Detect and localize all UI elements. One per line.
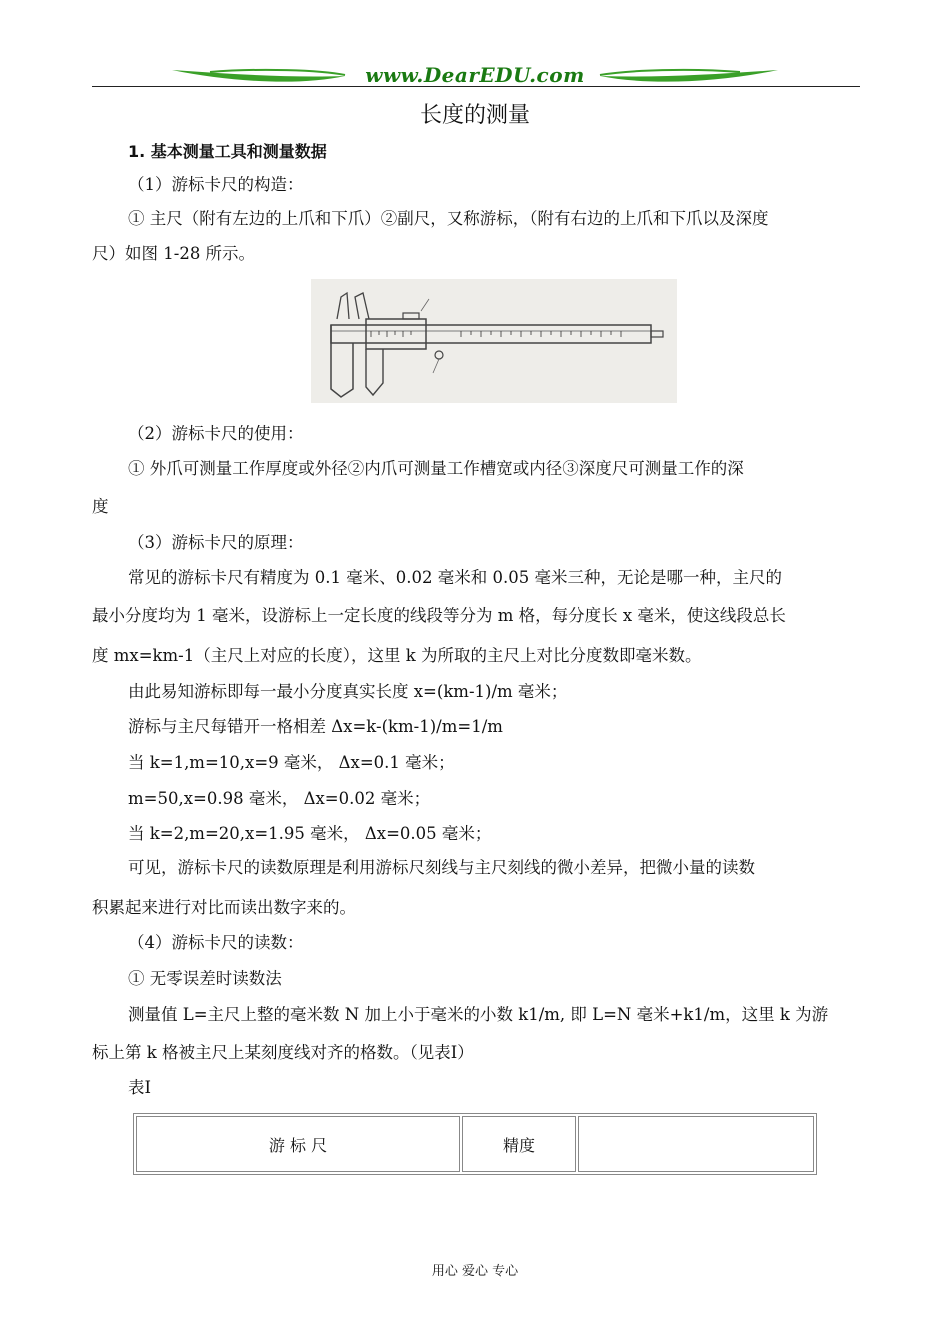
header-rule <box>92 86 860 87</box>
page-footer: 用心 爱心 专心 <box>431 1264 519 1279</box>
formula-line: 由此易知游标即每一最小分度真实长度 x=(km-1)/m 毫米； <box>128 682 568 701</box>
vernier-caliper-illustration <box>311 279 677 403</box>
subsection-heading: （4）游标卡尺的读数： <box>128 933 304 952</box>
paragraph-line: 测量值 L=主尺上整的毫米数 N 加上小于毫米的小数 k1/m, 即 L=N 毫米+k1/m，这里 k 为游 <box>128 1005 829 1024</box>
paragraph-line: 常见的游标卡尺有精度为 0.1 毫米、0.02 毫米和 0.05 毫米三种，无论是哪一种，主尺的 <box>128 568 782 587</box>
paragraph-line: 最小分度均为 1 毫米，设游标上一定长度的线段等分为 m 格，每分度长 x 毫米，使这线段总长 <box>92 606 786 625</box>
caliper-figure <box>311 279 677 403</box>
table-header-cell: 游 标 尺 <box>136 1116 460 1172</box>
formula-line: m=50,x=0.98 毫米， Δx=0.02 毫米； <box>128 789 431 808</box>
header-brand-text: www.DearEDU.com <box>365 63 585 87</box>
paragraph-line: 可见，游标卡尺的读数原理是利用游标尺刻线与主尺刻线的微小差异，把微小量的读数 <box>128 858 755 877</box>
paragraph-line: ① 无零误差时读数法 <box>128 969 282 988</box>
vernier-table <box>133 1113 817 1175</box>
table-row <box>136 1116 814 1172</box>
paragraph-line: ① 外爪可测量工作厚度或外径②内爪可测量工作槽宽或内径③深度尺可测量工作的深 <box>128 459 744 478</box>
paragraph-line: 尺）如图 1-28 所示。 <box>92 244 256 263</box>
table-header-cell <box>578 1116 814 1172</box>
subsection-heading: （1）游标卡尺的构造： <box>128 175 304 194</box>
paragraph-line: 度 mx=km-1（主尺上对应的长度），这里 k 为所取的主尺上对比分度数即毫米数。 <box>92 646 702 665</box>
section-heading: 1. 基本测量工具和测量数据 <box>128 142 327 161</box>
table-header-cell: 精度 <box>462 1116 576 1172</box>
subsection-heading: （2）游标卡尺的使用： <box>128 424 304 443</box>
paragraph-line: 度 <box>92 497 109 516</box>
formula-line: 当 k=1,m=10,x=9 毫米， Δx=0.1 毫米； <box>128 753 455 772</box>
paragraph-line: ① 主尺（附有左边的上爪和下爪）②副尺，又称游标，（附有右边的上爪和下爪以及深度 <box>128 209 769 228</box>
formula-line: 当 k=2,m=20,x=1.95 毫米， Δx=0.05 毫米； <box>128 824 492 843</box>
subsection-heading: （3）游标卡尺的原理： <box>128 533 304 552</box>
formula-line: 游标与主尺每错开一格相差 Δx=k-(km-1)/m=1/m <box>128 717 503 736</box>
paragraph-line: 积累起来进行对比而读出数字来的。 <box>92 898 356 917</box>
paragraph-line: 标上第 k 格被主尺上某刻度线对齐的格数。（见表Ⅰ） <box>92 1043 474 1062</box>
page-title: 长度的测量 <box>419 103 530 128</box>
table-caption: 表Ⅰ <box>128 1078 152 1097</box>
